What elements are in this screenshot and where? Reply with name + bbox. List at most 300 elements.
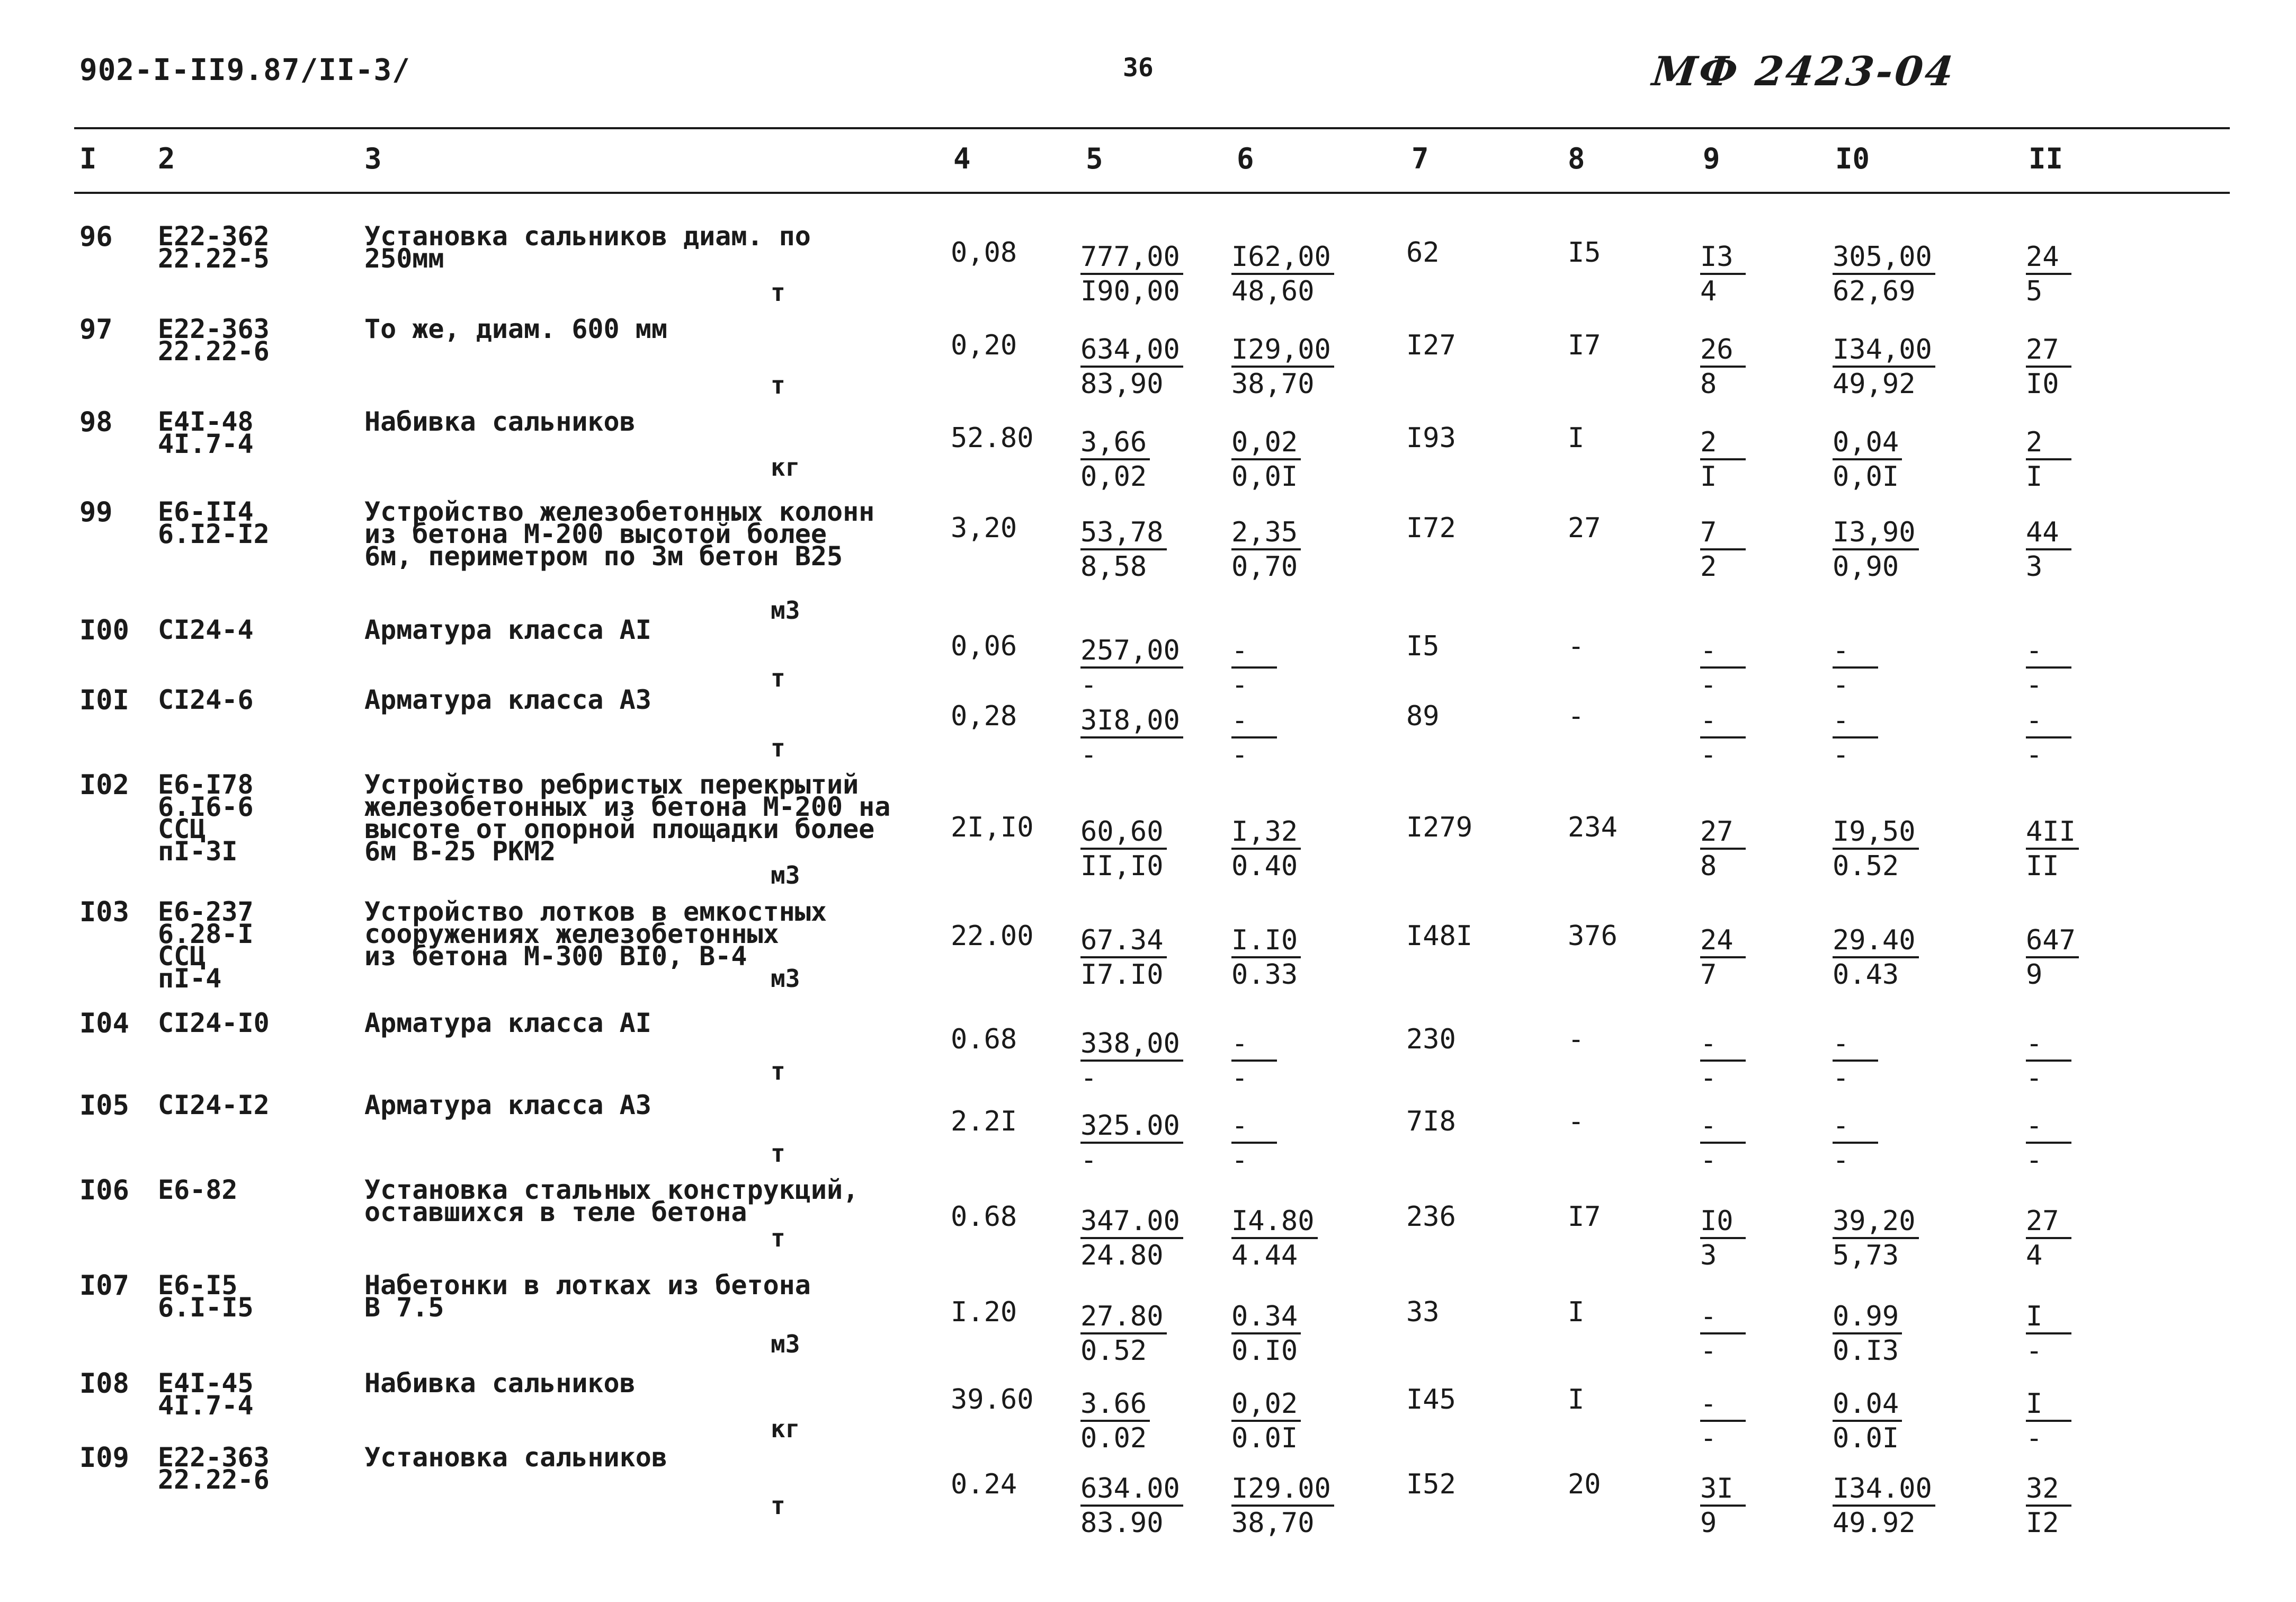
description-line: Набивка сальников [364,1368,636,1399]
rate-code-line: E6-237 [158,896,254,927]
fraction-denominator: 0.52 [1833,850,1899,882]
rate-code-line: E4I-48 [158,406,254,437]
fraction-c6 [1231,1473,1334,1539]
fraction-denominator: 0.43 [1833,959,1899,991]
fraction-numerator: 634,00 [1080,335,1183,368]
fraction-denominator: I [2026,461,2043,493]
fraction-denominator: 83,90 [1080,368,1164,400]
fraction-c5 [1080,1028,1183,1094]
fraction-c10 [1833,635,1878,701]
fraction-numerator: - [1833,636,1878,669]
fraction-numerator: 67.34 [1080,925,1167,958]
fraction-c11 [2026,334,2071,400]
fraction-numerator: - [1700,1302,1746,1334]
column-header-7: 7 [1411,142,1429,175]
fraction-c11 [2026,1110,2071,1177]
value-c8: - [1568,1106,1585,1137]
value-c7: I279 [1406,812,1473,843]
fraction-denominator: 38,70 [1231,1507,1315,1539]
row-number: I06 [79,1174,129,1206]
unit-of-measure: м3 [771,1330,800,1358]
work-description [364,221,811,274]
rate-code [158,769,254,867]
rate-code-line: E6-82 [158,1174,238,1205]
fraction-c6 [1231,517,1301,583]
rate-code-line: CI24-I2 [158,1090,270,1120]
unit-of-measure: м3 [771,596,800,625]
rate-code [158,1090,270,1120]
fraction-c5 [1080,517,1167,583]
fraction-denominator: 0,02 [1080,461,1147,493]
column-header-4: 4 [953,142,971,175]
fraction-denominator: - [1231,1144,1248,1176]
fraction-numerator: I3 [1700,242,1746,275]
fraction-c5 [1080,635,1183,701]
fraction-numerator: 24 [1700,925,1746,958]
fraction-c5 [1080,1301,1167,1367]
fraction-c10 [1833,816,1919,883]
fraction-denominator: 9 [1700,1507,1717,1539]
fraction-numerator: - [2026,1111,2071,1144]
row-number: I03 [79,896,129,928]
description-line: высоте от опорной площадки более [364,814,875,844]
fraction-c9 [1700,705,1746,771]
fraction-denominator: - [2026,1335,2043,1367]
fraction-c5 [1080,1110,1183,1177]
rate-code-line: E6-I5 [158,1270,238,1301]
column-header-8: 8 [1568,142,1585,175]
description-line: Установка сальников [364,1442,667,1473]
description-line: Арматура класса А3 [364,1090,651,1120]
fraction-c10 [1833,924,1919,991]
fraction-denominator: 0,90 [1833,551,1899,583]
fraction-numerator: 325.00 [1080,1111,1183,1144]
fraction-numerator: I3,90 [1833,518,1919,550]
fraction-denominator: 0.0I [1833,1422,1899,1454]
fraction-c6 [1231,816,1301,883]
work-description [364,615,651,645]
work-description [364,406,636,437]
work-description [364,769,891,867]
fraction-numerator: 2 [2026,428,2071,460]
fraction-c6 [1231,426,1301,493]
fraction-denominator: 83.90 [1080,1507,1164,1539]
fraction-numerator: I [2026,1389,2071,1422]
description-line: из бетона М-200 высотой более [364,519,827,549]
fraction-numerator: - [2026,1029,2071,1062]
fraction-numerator: - [1231,1029,1277,1062]
fraction-c9 [1700,1473,1746,1539]
rate-code-line: CI24-4 [158,615,254,645]
fraction-c10 [1833,517,1919,583]
value-c7: 62 [1406,237,1440,269]
work-description [364,496,875,572]
fraction-numerator: 27.80 [1080,1302,1167,1334]
value-c7: 236 [1406,1201,1456,1233]
value-c8: I7 [1568,330,1601,361]
fraction-c10 [1833,1388,1902,1455]
fraction-c5 [1080,334,1183,400]
fraction-c6 [1231,1110,1277,1177]
value-c7: I72 [1406,512,1456,544]
fraction-numerator: 32 [2026,1474,2071,1507]
value-c7: I93 [1406,422,1456,454]
fraction-numerator: I,32 [1231,817,1301,850]
row-number: I02 [79,769,129,801]
unit-of-measure: м3 [771,964,800,993]
fraction-c11 [2026,1473,2071,1539]
work-description [364,1008,651,1038]
fraction-numerator: I34,00 [1833,335,1935,368]
rate-code [158,314,270,367]
fraction-denominator: - [1700,1144,1717,1176]
value-c8: - [1568,700,1585,732]
fraction-denominator: 0.I3 [1833,1335,1899,1367]
fraction-numerator: 39,20 [1833,1206,1919,1239]
fraction-c5 [1080,1388,1150,1455]
quantity: 39.60 [951,1384,1034,1416]
unit-of-measure: т [771,734,785,762]
rate-code-line: CI24-6 [158,684,254,715]
description-line: Набетонки в лотках из бетона [364,1270,811,1301]
fraction-denominator: 0,0I [1833,461,1899,493]
description-line: Набивка сальников [364,406,636,437]
rate-code-line: 6.28-I [158,919,254,949]
row-number: 96 [79,221,113,253]
fraction-numerator: 27 [2026,335,2071,368]
fraction-denominator: - [2026,1062,2043,1094]
column-header-10: I0 [1835,142,1870,175]
fraction-denominator: 0,0I [1231,461,1298,493]
fraction-numerator: - [1833,706,1878,738]
column-header-6: 6 [1237,142,1254,175]
fraction-numerator: - [2026,706,2071,738]
document-code: 902-I-II9.87/II-3/ [79,53,410,87]
value-c8: - [1568,1024,1585,1055]
fraction-numerator: I [2026,1302,2071,1334]
quantity: 52.80 [951,422,1034,454]
description-line: То же, диам. 600 мм [364,314,667,344]
description-line: из бетона М-300 ВI0, В-4 [364,941,747,972]
fraction-numerator: - [2026,636,2071,669]
fraction-denominator: 2 [1700,551,1717,583]
fraction-numerator: 338,00 [1080,1029,1183,1062]
fraction-denominator: 49.92 [1833,1507,1916,1539]
rate-code [158,1368,254,1421]
fraction-c9 [1700,426,1746,493]
value-c8: I [1568,1296,1585,1328]
quantity: 0.68 [951,1024,1017,1055]
value-c7: I52 [1406,1468,1456,1500]
rate-code-line: 6.I-I5 [158,1292,254,1323]
unit-of-measure: кг [771,453,800,482]
unit-of-measure: т [771,1139,785,1168]
description-line: Арматура класса AI [364,1008,651,1038]
row-number: 97 [79,314,113,345]
value-c7: 7I8 [1406,1106,1456,1137]
rate-code-line: E22-363 [158,1442,270,1473]
fraction-c10 [1833,334,1935,400]
value-c7: I45 [1406,1384,1456,1416]
page-number: 36 [1123,53,1154,83]
fraction-numerator: 27 [2026,1206,2071,1239]
quantity: 0,28 [951,700,1017,732]
fraction-c5 [1080,1473,1183,1539]
column-header-2: 2 [158,142,175,175]
fraction-c6 [1231,1301,1301,1367]
header-bottom-rule [74,192,2230,194]
description-line: 250мм [364,243,444,274]
row-number: 98 [79,406,113,438]
fraction-numerator: 27 [1700,817,1746,850]
fraction-denominator: - [2026,1144,2043,1176]
fraction-numerator: - [1833,1029,1878,1062]
fraction-denominator: 8 [1700,368,1717,400]
rate-code [158,896,254,994]
fraction-c9 [1700,1205,1746,1272]
rate-code-line: 6.I2-I2 [158,519,270,549]
value-c8: I7 [1568,1201,1601,1233]
fraction-denominator: 3 [2026,551,2043,583]
fraction-denominator: 0.33 [1231,959,1298,991]
fraction-denominator: - [1231,669,1248,701]
row-number: I09 [79,1442,129,1474]
fraction-c5 [1080,1205,1183,1272]
rate-code-line: 22.22-6 [158,336,270,367]
row-number: I04 [79,1008,129,1039]
fraction-numerator: 0,04 [1833,428,1902,460]
description-line: Арматура класса А3 [364,684,651,715]
value-c8: 20 [1568,1468,1601,1500]
quantity: 0,20 [951,330,1017,361]
fraction-c6 [1231,334,1334,400]
value-c8: I5 [1568,237,1601,269]
fraction-c9 [1700,1388,1746,1455]
rate-code [158,496,270,549]
rate-code-line: 4I.7-4 [158,1390,254,1421]
fraction-c9 [1700,334,1746,400]
handwritten-stamp: МФ 2423-04 [1650,48,1958,95]
description-line: Устройство железобетонных колонн [364,496,875,527]
fraction-denominator: 5,73 [1833,1240,1899,1271]
unit-of-measure: т [771,1491,785,1520]
value-c7: I5 [1406,630,1440,662]
fraction-denominator: - [1833,739,1850,771]
value-c8: - [1568,630,1585,662]
unit-of-measure: т [771,664,785,692]
value-c8: I [1568,1384,1585,1416]
rate-code [158,615,254,645]
fraction-denominator: - [1700,1335,1717,1367]
fraction-numerator: 305,00 [1833,242,1935,275]
fraction-denominator: - [2026,739,2043,771]
fraction-c11 [2026,1028,2071,1094]
fraction-numerator: I34.00 [1833,1474,1935,1507]
work-description [364,896,827,972]
fraction-numerator: I9,50 [1833,817,1919,850]
fraction-denominator: - [1833,1144,1850,1176]
fraction-numerator: 29.40 [1833,925,1919,958]
description-line: Устройство лотков в емкостных [364,896,827,927]
fraction-denominator: - [1080,669,1097,701]
fraction-denominator: - [1231,739,1248,771]
fraction-c11 [2026,1388,2071,1455]
rate-code-line: 4I.7-4 [158,429,254,459]
fraction-numerator: - [1231,706,1277,738]
fraction-c10 [1833,1110,1878,1177]
fraction-denominator: 24.80 [1080,1240,1164,1271]
fraction-c10 [1833,1473,1935,1539]
fraction-denominator: I [1700,461,1717,493]
fraction-denominator: 3 [1700,1240,1717,1271]
value-c7: 230 [1406,1024,1456,1055]
column-header-11: II [2029,142,2063,175]
fraction-numerator: I.I0 [1231,925,1301,958]
value-c8: 27 [1568,512,1601,544]
fraction-numerator: I29.00 [1231,1474,1334,1507]
row-number: I05 [79,1090,129,1122]
value-c8: I [1568,422,1585,454]
description-line: оставшихся в теле бетона [364,1197,747,1227]
quantity: I.20 [951,1296,1017,1328]
fraction-denominator: 4 [1700,275,1717,307]
fraction-numerator: 60,60 [1080,817,1167,850]
fraction-denominator: - [1231,1062,1248,1094]
row-number: I0I [79,684,129,716]
work-description [364,1174,859,1227]
fraction-numerator: I0 [1700,1206,1746,1239]
fraction-numerator: 7 [1700,518,1746,550]
fraction-denominator: - [1080,1062,1097,1094]
value-c7: I27 [1406,330,1456,361]
description-line: 6м В-25 РКМ2 [364,836,556,867]
fraction-denominator: 5 [2026,275,2043,307]
value-c8: 376 [1568,920,1618,952]
unit-of-measure: т [771,1224,785,1252]
rate-code-line: ССЦ [158,814,206,844]
rate-code-line: 22.22-5 [158,243,270,274]
fraction-denominator: I7.I0 [1080,959,1164,991]
column-header-3: 3 [364,142,382,175]
rate-code-line: пI-3I [158,836,238,867]
fraction-denominator: - [1833,669,1850,701]
work-description [364,1270,811,1323]
fraction-denominator: - [1700,739,1717,771]
rate-code-line: E22-363 [158,314,270,344]
fraction-c11 [2026,426,2071,493]
fraction-c10 [1833,1301,1902,1367]
fraction-denominator: 38,70 [1231,368,1315,400]
description-line: Устройство ребристых перекрытий [364,769,859,800]
fraction-c5 [1080,816,1167,883]
fraction-denominator: 7 [1700,959,1717,991]
fraction-numerator: 0,02 [1231,428,1301,460]
fraction-denominator: - [1080,739,1097,771]
column-header-9: 9 [1703,142,1720,175]
quantity: 0,08 [951,237,1017,269]
fraction-denominator: - [2026,1422,2043,1454]
fraction-numerator: I4.80 [1231,1206,1318,1239]
rate-code-line: 22.22-6 [158,1464,270,1495]
rate-code [158,1174,238,1205]
fraction-numerator: - [1700,1389,1746,1422]
value-c7: I48I [1406,920,1473,952]
fraction-c10 [1833,426,1902,493]
fraction-numerator: 347.00 [1080,1206,1183,1239]
fraction-numerator: 24 [2026,242,2071,275]
table-top-rule [74,127,2230,129]
fraction-denominator: - [2026,669,2043,701]
rate-code-line: E6-II4 [158,496,254,527]
fraction-numerator: 0.34 [1231,1302,1301,1334]
fraction-numerator: - [1833,1111,1878,1144]
fraction-c6 [1231,635,1277,701]
fraction-denominator: 0.0I [1231,1422,1298,1454]
description-line: В 7.5 [364,1292,444,1323]
fraction-numerator: 634.00 [1080,1474,1183,1507]
rate-code-line: ССЦ [158,941,206,972]
fraction-denominator: 0,70 [1231,551,1298,583]
fraction-c11 [2026,924,2079,991]
rate-code-line: CI24-I0 [158,1008,270,1038]
column-header-1: I [79,142,97,175]
rate-code-line: 6.I6-6 [158,791,254,822]
work-description [364,684,651,715]
fraction-denominator: 4.44 [1231,1240,1298,1271]
fraction-denominator: I0 [2026,368,2059,400]
fraction-numerator: - [1700,1111,1746,1144]
fraction-numerator: 0.04 [1833,1389,1902,1422]
fraction-denominator: 0.I0 [1231,1335,1298,1367]
rate-code [158,1442,270,1495]
work-description [364,1442,667,1473]
row-number: 99 [79,496,113,528]
quantity: 2.2I [951,1106,1017,1137]
description-line: железобетонных из бетона М-200 на [364,791,891,822]
fraction-denominator: 0.40 [1231,850,1298,882]
fraction-denominator: 8 [1700,850,1717,882]
work-description [364,1368,636,1399]
fraction-denominator: I2 [2026,1507,2059,1539]
fraction-c9 [1700,635,1746,701]
row-number: I07 [79,1270,129,1302]
work-description [364,314,667,344]
fraction-denominator: II,I0 [1080,850,1164,882]
column-header-5: 5 [1086,142,1103,175]
fraction-denominator: - [1700,1062,1717,1094]
fraction-c9 [1700,1028,1746,1094]
rate-code [158,221,270,274]
rate-code [158,1270,254,1323]
quantity: 0.68 [951,1201,1017,1233]
rate-code [158,684,254,715]
unit-of-measure: кг [771,1414,800,1443]
fraction-numerator: 3I8,00 [1080,706,1183,738]
fraction-c11 [2026,705,2071,771]
fraction-numerator: I62,00 [1231,242,1334,275]
quantity: 22.00 [951,920,1034,952]
fraction-c10 [1833,1028,1878,1094]
fraction-numerator: 26 [1700,335,1746,368]
fraction-c6 [1231,924,1301,991]
row-number: I00 [79,615,129,646]
fraction-denominator: 62,69 [1833,275,1916,307]
description-line: Установка стальных конструкций, [364,1174,859,1205]
fraction-denominator: - [1080,1144,1097,1176]
fraction-c9 [1700,1301,1746,1367]
fraction-c10 [1833,705,1878,771]
fraction-numerator: 2,35 [1231,518,1301,550]
